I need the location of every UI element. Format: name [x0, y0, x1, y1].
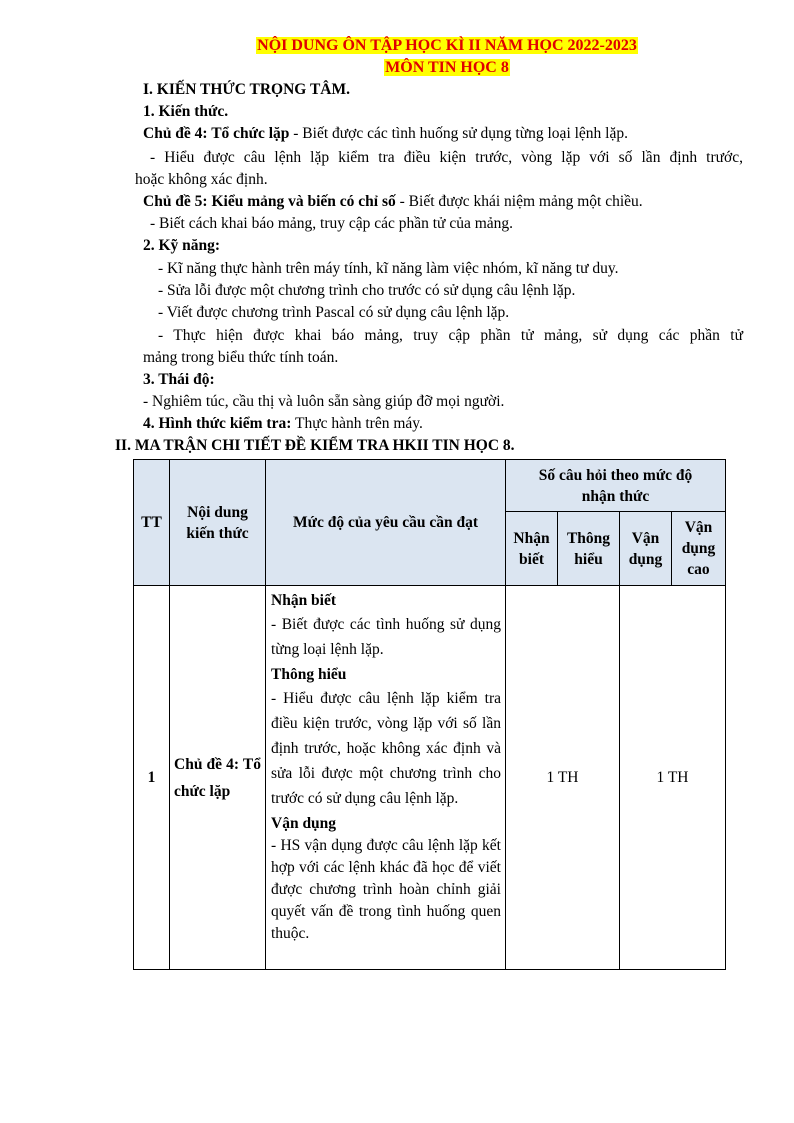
table-row — [134, 586, 726, 970]
apply-text: - HS vận dụng được câu lệnh lặp kết hợp với các lệnh khác đã học để viết được chương trình hoàn chỉnh giải quyết vấn đề trong tình huống quen thuộc. — [271, 837, 501, 942]
header-requirement: Mức độ của yêu cầu cần đạt — [266, 460, 506, 586]
exam-form-label: 4. Hình thức kiểm tra: — [143, 415, 292, 432]
attitude-text: - Nghiêm túc, cầu thị và luôn sẵn sàng giúp đỡ mọi người. — [143, 393, 505, 410]
topic5-bullet: - Biết cách khai báo mảng, truy cập các phần tử của mảng. — [150, 215, 514, 232]
row-count-recognize-understand: 1 TH — [506, 586, 620, 970]
topic5-label: Chủ đề 5: Kiểu mảng và biến có chỉ số — [143, 193, 396, 210]
header-question-levels: Số câu hỏi theo mức độ nhận thức — [506, 460, 726, 512]
knowledge-heading: 1. Kiến thức. — [143, 103, 229, 120]
header-content: Nội dung kiến thức — [170, 460, 266, 586]
header-apply-high: Vận dụng cao — [672, 512, 726, 586]
header-tt: TT — [134, 460, 170, 586]
subject-title: MÔN TIN HỌC 8 — [385, 59, 509, 76]
header-apply: Vận dụng — [620, 512, 672, 586]
exam-matrix-table — [133, 459, 726, 970]
skills-item-3: - Viết được chương trình Pascal có sử dụng câu lệnh lặp. — [158, 304, 510, 321]
exam-form-line — [143, 414, 423, 434]
section2-heading: II. MA TRẬN CHI TIẾT ĐỀ KIỂM TRA HKII TIN HỌC 8. — [115, 437, 515, 454]
row-tt: 1 — [134, 586, 170, 970]
header-recognize: Nhận biết — [506, 512, 558, 586]
skills-item-4-line1: - Thực hiện được khai báo mảng, truy cập phần tử mảng, sử dụng các phần tử — [158, 327, 743, 344]
recognize-text: - Biết được các tình huống sử dụng từng loại lệnh lặp. — [271, 616, 501, 658]
skills-item-4-line2: mảng trong biểu thức tính toán. — [143, 349, 339, 366]
topic5-text: - Biết được khái niệm mảng một chiều. — [395, 193, 643, 210]
row-count-apply: 1 TH — [620, 586, 726, 970]
understand-text: - Hiểu được câu lệnh lặp kiểm tra điều kiện trước, vòng lặp với số lần định trước, hoặc không xác định và sửa lỗi được một chương trình cho trước có sử dụng câu lệnh lặp. — [271, 690, 501, 807]
apply-label: Vận dụng — [271, 815, 337, 832]
exam-form-text: Thực hành trên máy. — [291, 415, 423, 432]
row-requirements — [266, 586, 506, 970]
document-title: NỘI DUNG ÔN TẬP HỌC KÌ II NĂM HỌC 2022-2023 — [257, 37, 637, 54]
attitude-heading: 3. Thái độ: — [143, 371, 215, 388]
topic4-text: - Biết được các tình huống sử dụng từng loại lệnh lặp. — [289, 125, 628, 142]
topic4-line — [143, 124, 628, 144]
skills-item-1: - Kĩ năng thực hành trên máy tính, kĩ năng làm việc nhóm, kĩ năng tư duy. — [158, 260, 619, 277]
topic4-label: Chủ đề 4: Tổ chức lặp — [143, 125, 290, 142]
topic5-line — [143, 192, 643, 212]
topic4-bullet-line2: hoặc không xác định. — [135, 171, 268, 188]
header-understand: Thông hiểu — [558, 512, 620, 586]
understand-label: Thông hiểu — [271, 666, 347, 683]
recognize-label: Nhận biết — [271, 592, 337, 609]
section1-heading: I. KIẾN THỨC TRỌNG TÂM. — [143, 81, 350, 98]
skills-heading: 2. Kỹ năng: — [143, 237, 221, 254]
row-topic: Chủ đề 4: Tổ chức lặp — [170, 586, 266, 970]
skills-item-2: - Sửa lỗi được một chương trình cho trước có sử dụng câu lệnh lặp. — [158, 282, 576, 299]
topic4-bullet-line1: - Hiểu được câu lệnh lặp kiểm tra điều kiện trước, vòng lặp với số lần định trước, — [150, 149, 743, 166]
